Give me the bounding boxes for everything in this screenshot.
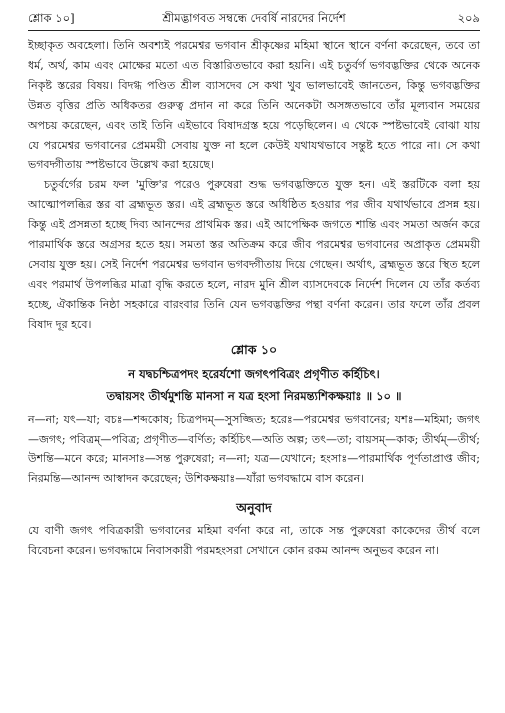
verse-heading: শ্লোক ১০ <box>230 341 278 357</box>
verse-line: ন যদ্বচশ্চিত্রপদং হরের্যশো জগৎপবিত্রং প্রগৃণীত কর্হিচিৎ। <box>128 366 380 381</box>
running-title: শ্রীমদ্ভাগবত সম্বন্ধে দেবর্ষি নারদের নির্দেশ <box>162 11 346 25</box>
purport-paragraph: ইচ্ছাকৃত অবহেলা। তিনি অবশ্যই পরমেশ্বর ভগবান শ্রীকৃষ্ণের মহিমা স্থানে স্থানে বর্ণনা করেছেন, তবে তা ধর্ম, অর্থ, কাম এবং মোক্ষের মতো এত বিস্তারিতভাবে করা হয়নি। এই চতুর্বর্গ ভগবদ্ভক্তির থেকে অনেক নিকৃষ্ট স্তরের বিষয়। বিদগ্ধ পণ্ডিত শ্রীল ব্যাসদেব সে কথা খুব ভালভাবেই জানতেন, কিন্তু ভগবদ্ভক্তির উন্নত বৃত্তির প্রতি অধিকতর গুরুত্ব প্রদান না করে তিনি অনেকটা অসঙ্গতভাবে তাঁর মূল্যবান সময়ের অপচয় করেছেন, এবং তাই তিনি এইভাবে বিষাদগ্রস্ত হয়ে পড়েছিলেন। এ থেকে স্পষ্টভাবেই বোঝা যায় যে পরমেশ্বর ভগবানের প্রেমময়ী সেবায় যুক্ত না হলে কেউই যথাযথভাবে সন্তুষ্ট হতে পারে না। সে কথা ভগবদ্গীতায় স্পষ্টভাবে উল্লেখ করা হয়েছে। <box>28 39 480 172</box>
verse-line: তদ্বায়সং তীর্থমুশন্তি মানসা ন যত্র হংসা নিরমন্ত্যশিকক্ষয়াঃ ॥ ১০ ॥ <box>106 388 402 403</box>
page-header <box>28 8 480 31</box>
translation-text: যে বাণী জগৎ পবিত্রকারী ভগবানের মহিমা বর্ণনা করে না, তাকে সন্ত পুরুষেরা কাকেদের তীর্থ বলে বিবেচনা করেন। ভগবদ্ধামে নিবাসকারী পরমহংসরা সেখানে কোন রকম আনন্দ অনুভব করেন না। <box>28 524 480 558</box>
translation-heading: অনুবাদ <box>236 500 272 516</box>
word-meanings: ন—না; যৎ—যা; বচঃ—শব্দকোষ; চিত্রপদম্—সুসজ্জিত; হরেঃ—পরমেশ্বর ভগবানের; যশঃ—মহিমা; জগৎ—জগৎ; পবিত্রম্—পবিত্র; প্রগৃণীত—বর্ণিত; কর্হিচিৎ—অতি অল্প; তৎ—তা; বায়সম্—কাক; তীর্থম্—তীর্থ; উশন্তি—মনে করে; মানসাঃ—সন্ত পুরুষেরা; ন—না; যত্র—যেখানে; হংসাঃ—পারমার্থিক পূর্ণতাপ্রাপ্ত জীব; নিরমন্তি—আনন্দ আস্বাদন করেছেন; উশিকক্ষয়াঃ—যাঁরা ভগবদ্ধামে বাস করেন। <box>28 412 480 486</box>
verse-reference: শ্লোক ১০] <box>28 11 75 25</box>
page-number: ২০৯ <box>457 11 480 25</box>
purport-paragraph: চতুর্বর্গের চরম ফল 'মুক্তি'র পরেও পুরুষেরা শুদ্ধ ভগবদ্ভক্তিতে যুক্ত হন। এই স্তরটিকে বলা হয় আত্মোপলব্ধির স্তর বা ব্রহ্মভূত স্তর। এই ব্রহ্মভূত স্তরে অধিষ্ঠিত হওয়ার পর জীব যথার্থভাবে প্রসন্ন হয়। কিন্তু এই প্রসন্নতা হচ্ছে দিব্য আনন্দের প্রাথমিক স্তর। এই আপেক্ষিক জগতে শান্তি এবং সমতা অর্জন করে পারমার্থিক স্তরে অগ্রসর হতে হয়। সমতা স্তর অতিক্রম করে জীব পরমেশ্বর ভগবানের অপ্রাকৃত প্রেমময়ী সেবায় যুক্ত হয়। সেই নির্দেশ পরমেশ্বর ভগবান ভগবদ্গীতায় দিয়ে গেছেন। অর্থাৎ, ব্রহ্মভূত স্তরে স্থিত হলে এবং পরমার্থ উপলব্ধির মাত্রা বৃদ্ধি করতে হলে, নারদ মুনি শ্রীল ব্যাসদেবকে নির্দেশ দিলেন যে তাঁর কর্তব্য হচ্ছে, ঐকান্তিক নিষ্ঠা সহকারে বারংবার তিনি যেন ভগবদ্ভক্তির পন্থা বর্ণনা করেন। তার ফলে তাঁর প্রবল বিষাদ দূর হবে। <box>28 178 480 331</box>
page-body <box>28 36 480 561</box>
